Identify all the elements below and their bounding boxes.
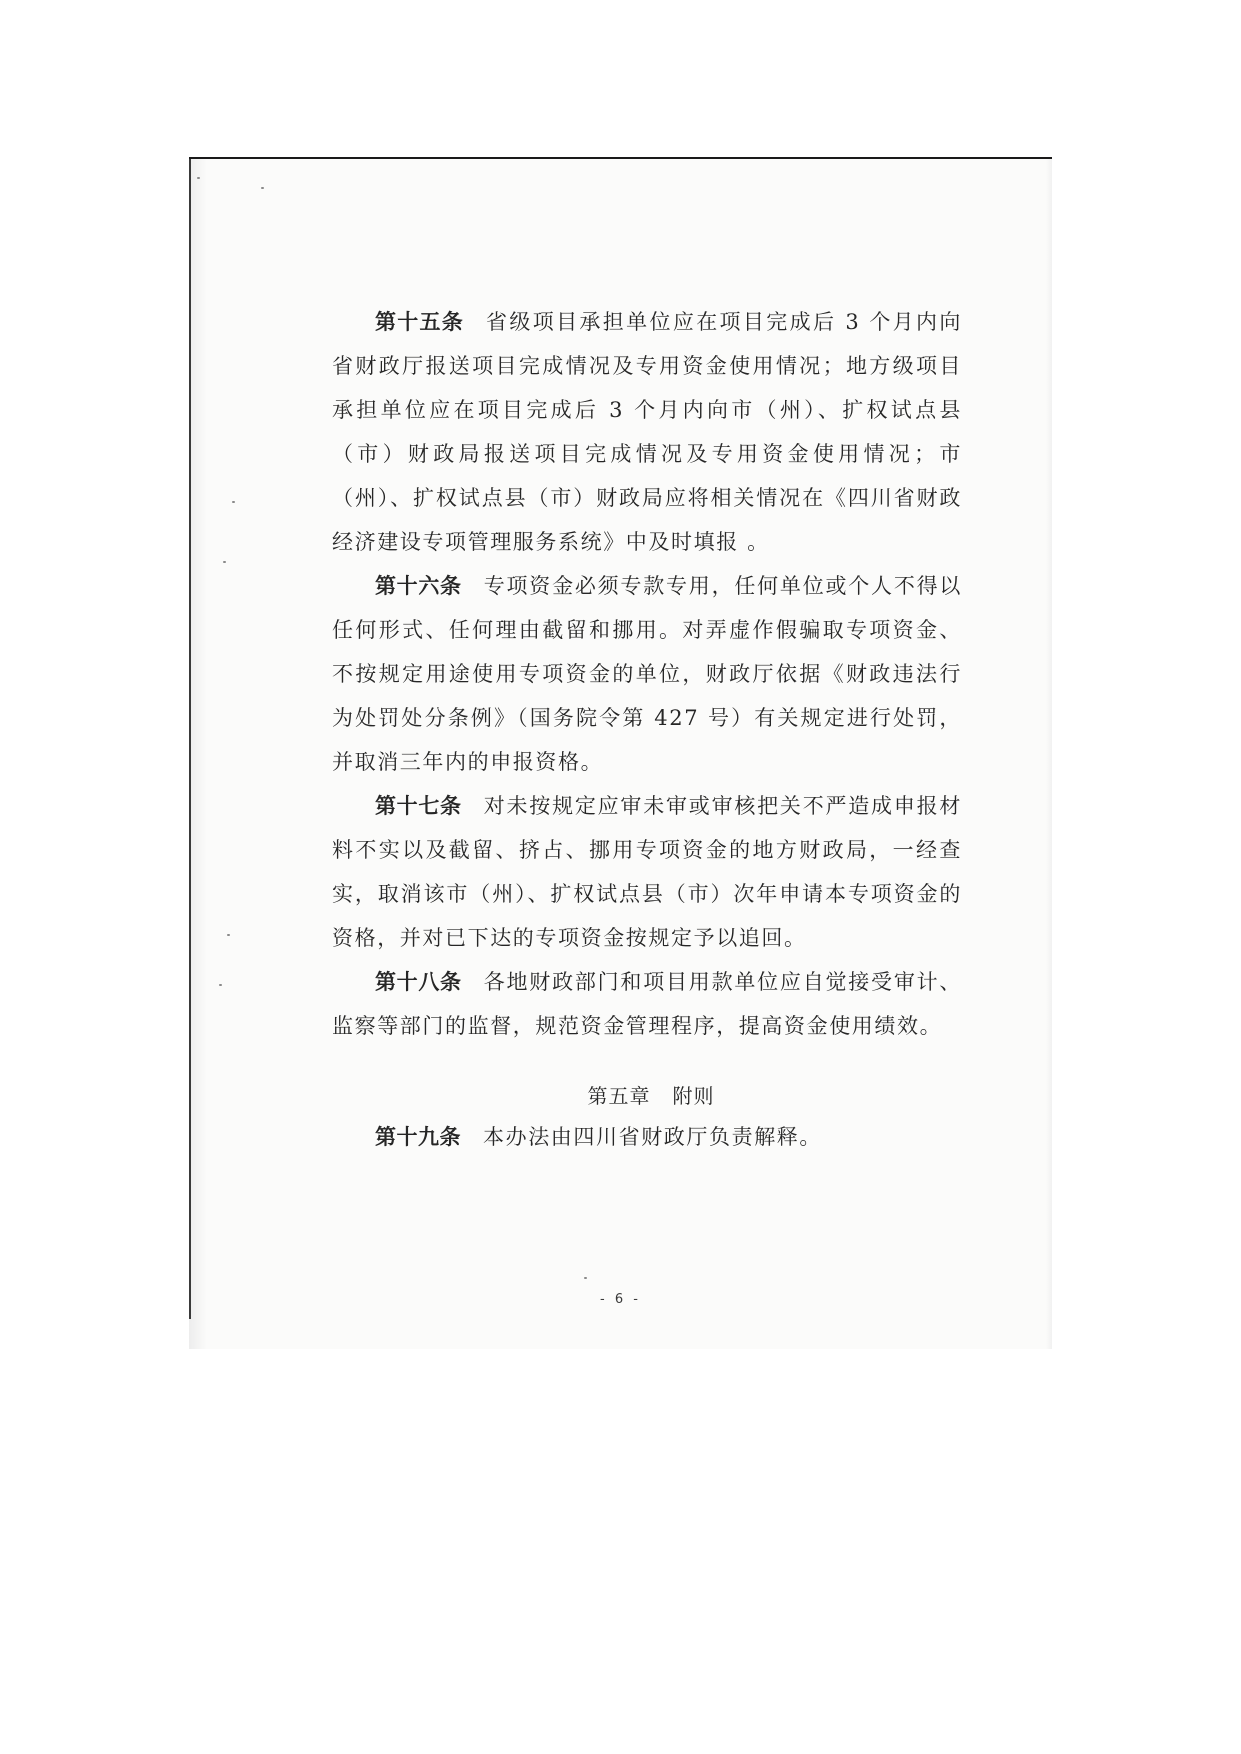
chapter-heading [332,1077,962,1115]
scan-speck [219,984,222,986]
chapter-title: 附则 [672,1084,715,1108]
scan-left-edge [189,159,191,1319]
article-label: 第十七条 [375,794,462,818]
scan-speck [232,501,235,503]
scan-shadow [189,159,207,1349]
article-18 [332,960,962,1048]
article-text: 各地财政部门和项目用款单位应自觉接受审计、监察等部门的监督，规范资金管理程序，提高资金使用绩效。 [332,970,962,1038]
article-15 [332,300,962,564]
scan-speck [261,187,264,189]
article-text: 专项资金必须专款专用，任何单位或个人不得以任何形式、任何理由截留和挪用。对弄虚作假骗取专项资金、不按规定用途使用专项资金的单位，财政厅依据《财政违法行为处罚处分条例》（国务院令第 427 号）有关规定进行处罚，并取消三年内的申报资格。 [332,574,962,774]
article-label: 第十五条 [375,310,465,334]
document-body [332,300,962,1159]
scan-right-edge [1046,159,1052,1349]
scan-speck [584,1277,587,1279]
article-17 [332,784,962,960]
scanned-page [189,157,1052,1349]
page-number: - 6 - [600,1292,641,1307]
article-16 [332,564,962,784]
scan-speck [197,177,200,179]
chapter-number: 第五章 [587,1084,651,1108]
article-label: 第十八条 [375,970,462,994]
article-text: 本办法由四川省财政厅负责解释。 [483,1125,822,1149]
article-text: 省级项目承担单位应在项目完成后 3 个月内向省财政厅报送项目完成情况及专用资金使用情况；地方级项目承担单位应在项目完成后 3 个月内向市（州）、扩权试点县（市）财政局报送项目完成情况及专用资金使用情况；市（州）、扩权试点县（市）财政局应将相关情况在《四川省财政经济建设专项管理服务系统》中及时填报 。 [332,310,962,554]
article-19 [332,1115,962,1159]
scan-speck [227,934,230,936]
scan-speck [223,561,226,563]
article-label: 第十六条 [375,574,462,598]
article-text: 对未按规定应审未审或审核把关不严造成申报材料不实以及截留、挤占、挪用专项资金的地方财政局，一经查实，取消该市（州）、扩权试点县（市）次年申请本专项资金的资格，并对已下达的专项资金按规定予以追回。 [332,794,962,950]
article-label: 第十九条 [375,1125,461,1149]
